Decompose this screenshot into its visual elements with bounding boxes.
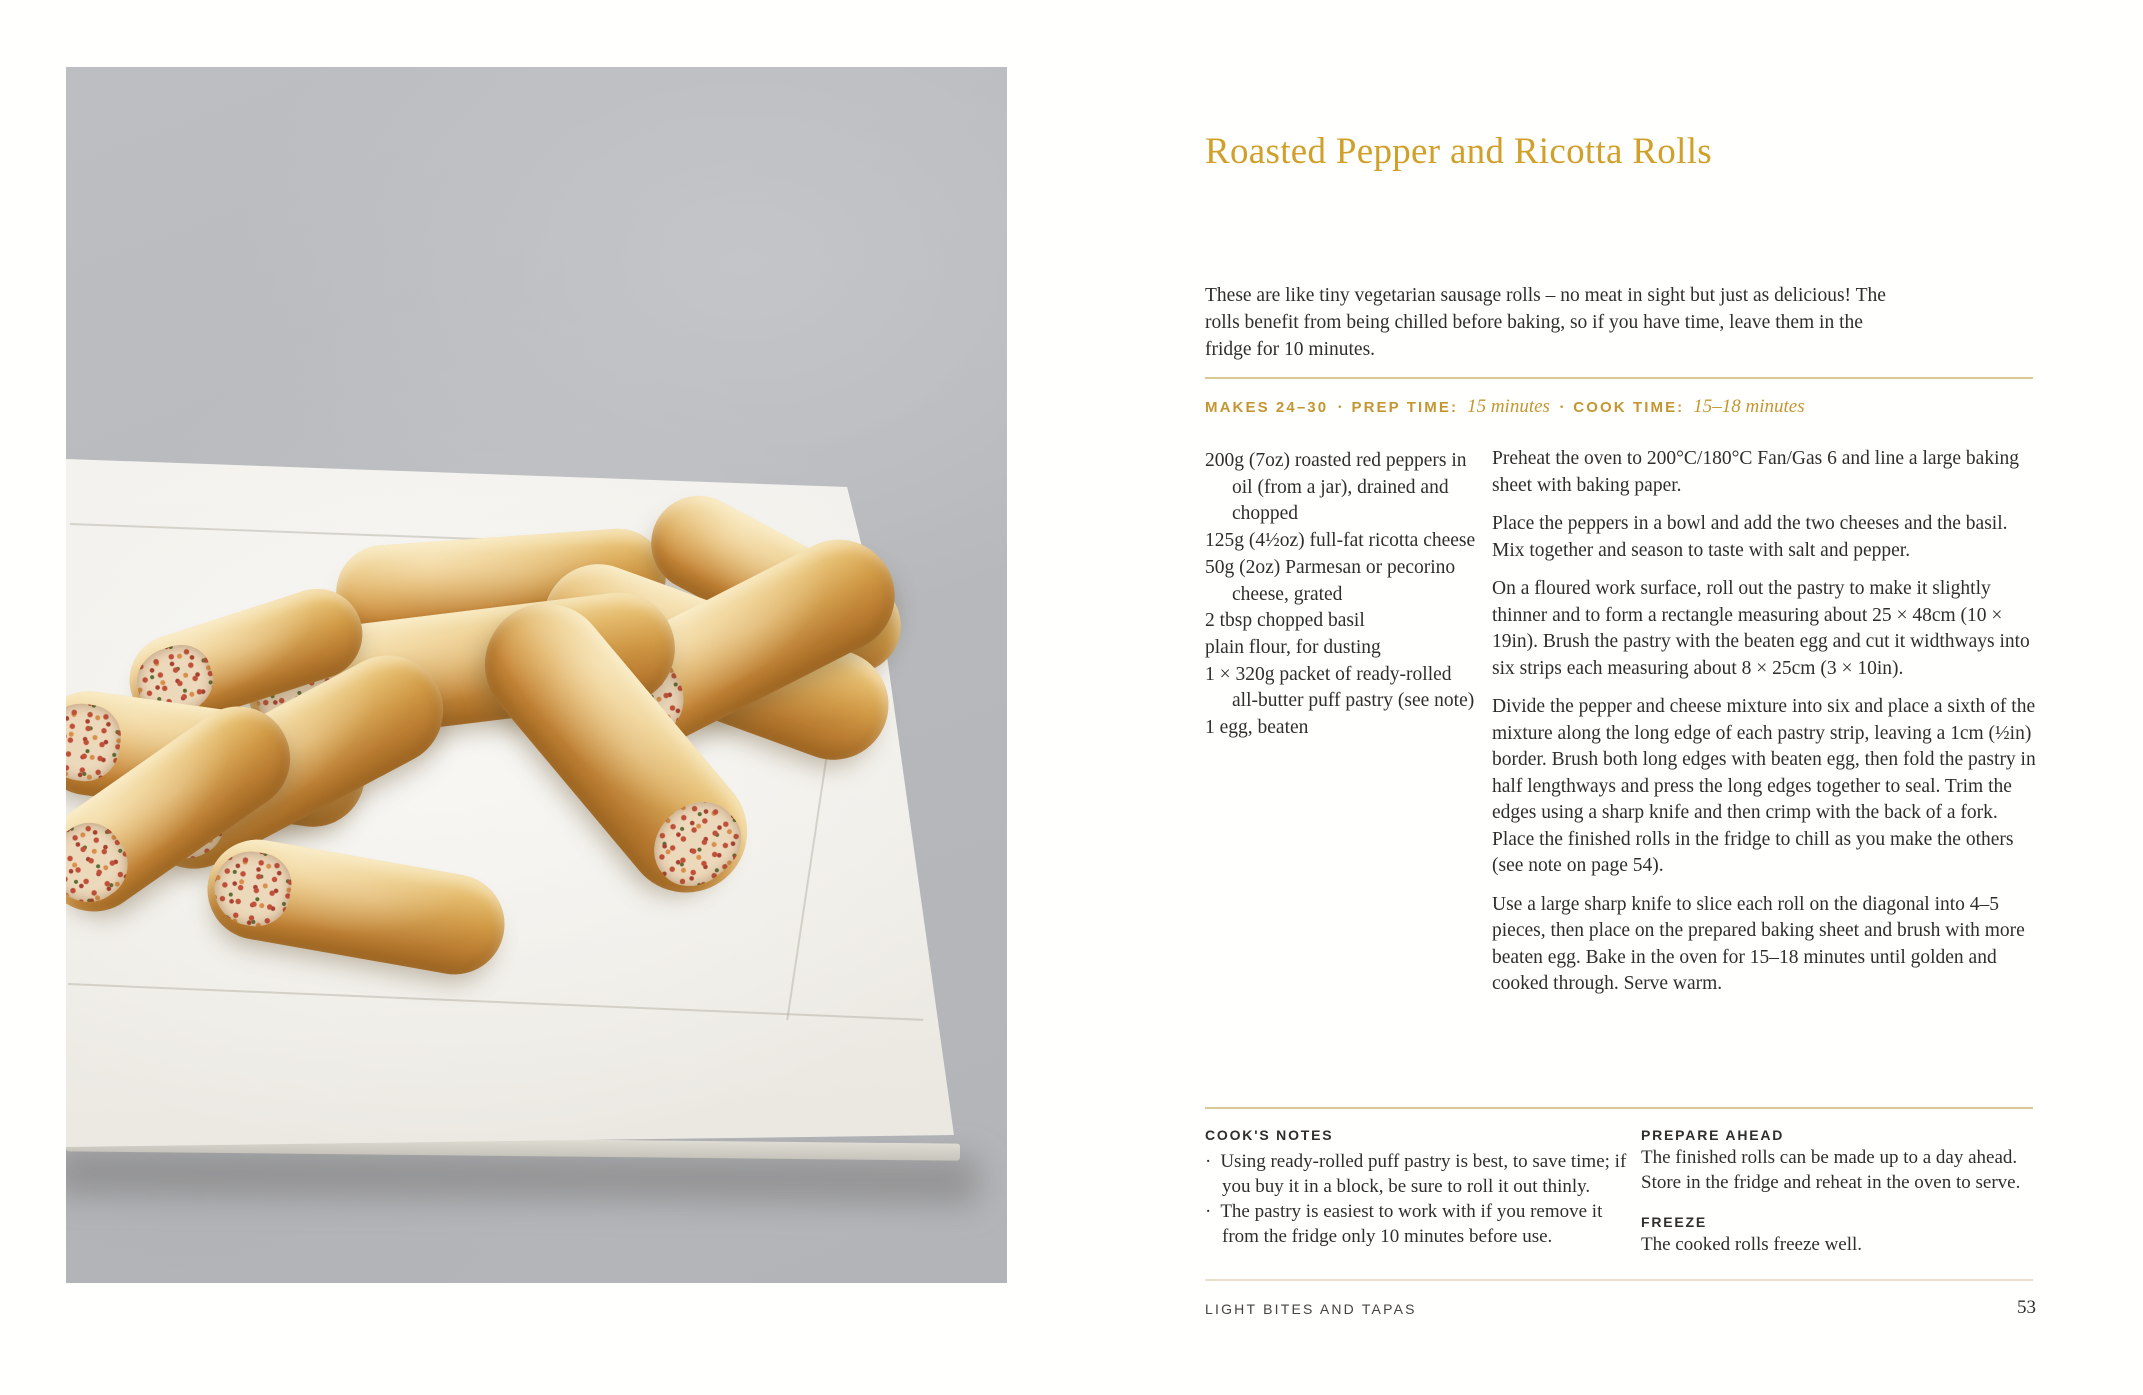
prep-time-label: PREP TIME:: [1351, 399, 1459, 416]
ingredient-item: 1 egg, beaten: [1205, 717, 1309, 739]
ingredient-item: 200g (7oz) roasted red peppers in oil (from a jar), drained and chopped: [1205, 450, 1467, 525]
recipe-photo: [66, 67, 1007, 1283]
footer-section-title: LIGHT BITES AND TAPAS: [1205, 1301, 1417, 1317]
method-steps: [1492, 446, 2037, 1010]
cook-time-label: COOK TIME:: [1573, 399, 1685, 416]
ingredient-item: 2 tbsp chopped basil: [1205, 610, 1365, 632]
cook-time-value: 15–18 minutes: [1693, 396, 1805, 417]
roll-filling: [66, 699, 125, 786]
ingredient-item: 50g (2oz) Parmesan or pecorino cheese, grated: [1205, 556, 1456, 605]
page-number: 53: [2017, 1297, 2036, 1318]
method-step: Divide the pepper and cheese mixture into six and place a sixth of the mixture along the long edge of each pastry strip, leaving a 1cm (½in) border. Brush both long edges with beaten egg, then fold the pastry in half lengthways and press the long edges together to seal. Trim the edges using a sharp knife and then crimp with the back of a fork. Place the finished rolls in the fridge to chill as you make the others (see note on page 54).: [1492, 696, 2036, 877]
ingredient-item: 125g (4½oz) full-fat ricotta cheese: [1205, 530, 1476, 552]
footer-rule: [1205, 1279, 2033, 1281]
notes-right-column: [1641, 1126, 2039, 1275]
prepare-ahead-text: The finished rolls can be made up to a day ahead. Store in the fridge and reheat in the oven to serve.: [1641, 1146, 2021, 1193]
ingredient-item: 1 × 320g packet of ready-rolled all-butter puff pastry (see note): [1205, 663, 1475, 712]
cooks-note-item: · The pastry is easiest to work with if you remove it from the fridge only 10 minutes before use.: [1205, 1199, 1640, 1250]
ingredients-list: [1205, 448, 1480, 742]
cooks-notes-heading: COOK'S NOTES: [1205, 1127, 1334, 1143]
meta-separator: ·: [1337, 399, 1343, 416]
method-step: Use a large sharp knife to slice each roll on the diagonal into 4–5 pieces, then place on the prepared baking sheet and brush with more beaten egg. Bake in the oven for 15–18 minutes until golden and cooked through. Serve warm.: [1492, 893, 2025, 995]
meta-separator: ·: [1558, 399, 1565, 416]
method-step: Preheat the oven to 200°C/180°C Fan/Gas 6 and line a large baking sheet with baking paper.: [1492, 448, 2020, 496]
recipe-meta: [1205, 396, 2033, 418]
divider-rule-top: [1205, 377, 2033, 379]
cooks-note-item: · Using ready-rolled puff pastry is best, to save time; if you buy it in a block, be sure to roll it out thinly.: [1205, 1149, 1640, 1200]
roll-filling: [209, 846, 297, 932]
freeze-heading: FREEZE: [1641, 1214, 1708, 1231]
prepare-ahead-heading: PREPARE AHEAD: [1641, 1127, 1785, 1143]
makes-label: MAKES 24–30: [1205, 399, 1329, 416]
freeze-text: The cooked rolls freeze well.: [1641, 1233, 1863, 1255]
method-step: Place the peppers in a bowl and add the two cheeses and the basil. Mix together and season to taste with salt and pepper.: [1492, 513, 2008, 561]
prep-time-value: 15 minutes: [1467, 396, 1550, 417]
recipe-title: Roasted Pepper and Ricotta Rolls: [1205, 130, 1712, 172]
cooks-notes: [1205, 1126, 1640, 1250]
freeze: [1641, 1213, 2039, 1257]
divider-rule-notes: [1205, 1107, 2033, 1109]
prepare-ahead: [1641, 1126, 2039, 1195]
method-step: On a floured work surface, roll out the pastry to make it slightly thinner and to form a rectangle measuring about 25 × 48cm (10 × 19in). Brush the pastry with the beaten egg and cut it widthways into six strips each measuring about 8 × 25cm (3 × 10in).: [1492, 578, 2030, 679]
ingredient-item: plain flour, for dusting: [1205, 636, 1381, 658]
recipe-intro: These are like tiny vegetarian sausage rolls – no meat in sight but just as delicious! The rolls benefit from being chilled before baking, so if you have time, leave them in the fridge for 10 minutes.: [1205, 284, 1886, 361]
